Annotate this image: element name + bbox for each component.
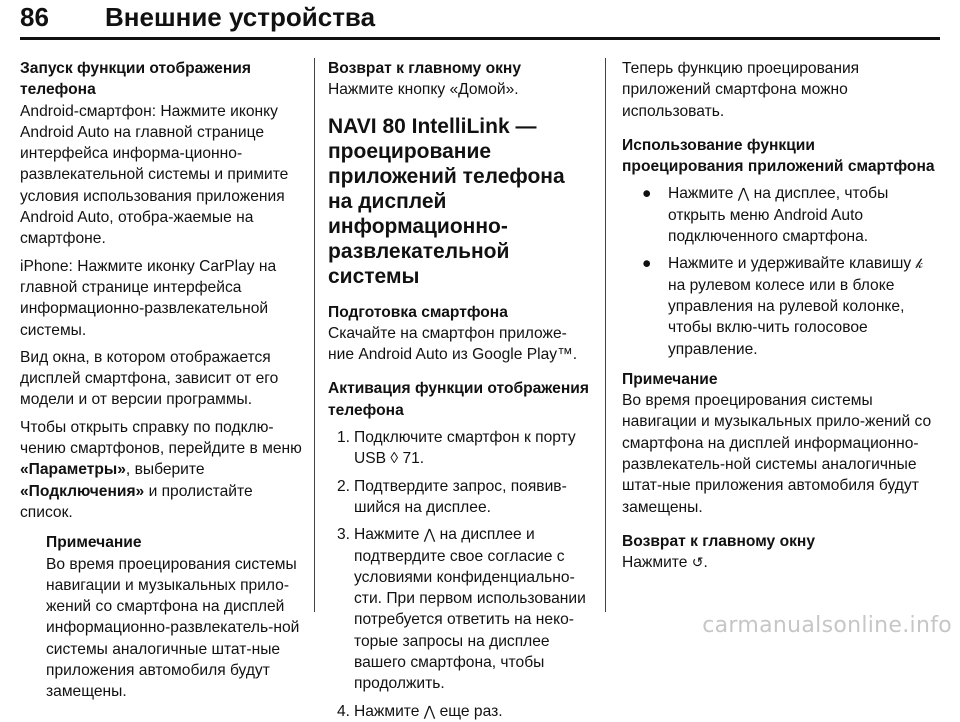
step-text: Подтвердите запрос, появив-шийся на дисплее.	[354, 477, 567, 516]
bullet-icon: ●	[642, 255, 652, 273]
page-title: Внешние устройства	[105, 2, 376, 32]
text: Нажмите	[622, 554, 692, 572]
watermark: carmanualsonline.info	[702, 613, 952, 638]
column-2	[328, 58, 590, 722]
list-item	[328, 524, 590, 694]
text: , выберите	[125, 461, 205, 479]
section-heading: Возврат к главному окну	[622, 532, 815, 550]
up-arrow-icon: ⋀	[737, 185, 750, 202]
step-text: Нажмите	[354, 526, 424, 544]
section-heading: Подготовка смартфона	[328, 303, 508, 321]
paragraph	[622, 552, 940, 573]
list-item	[328, 701, 590, 722]
page-ref: ◊ 71.	[390, 450, 425, 468]
section-heading: Возврат к главному окну	[328, 60, 521, 77]
list-item	[622, 253, 940, 359]
step-text: на дисплее и подтвердите свое согласие с условиями конфиденциально-сти. При первом использовании потребуется ответить на неко-торые запросы на дисплее вашего смартфона, чтобы продолжить.	[354, 526, 586, 693]
text: .	[703, 554, 708, 572]
note-title: Примечание	[622, 370, 718, 388]
paragraph: iPhone: Нажмите иконку CarPlay на главной странице интерфейса информационно-развлекательной системы.	[20, 257, 277, 339]
voice-control-icon: 𝓀	[915, 255, 924, 272]
header-rule	[20, 37, 940, 40]
paragraph: Нажмите кнопку «Домой».	[328, 81, 519, 99]
paragraph: Скачайте на смартфон приложе-ние Android Auto из Google Play™.	[328, 324, 578, 364]
page-number: 86	[20, 2, 49, 32]
section-heading: Активация функции отображения телефона	[328, 380, 589, 419]
column-divider	[605, 58, 606, 612]
up-arrow-icon: ⋀	[423, 702, 436, 719]
step-number: 4.	[336, 702, 350, 720]
step-text: Нажмите	[354, 702, 424, 720]
list-item	[328, 476, 590, 519]
menu-name: «Подключения»	[20, 482, 145, 500]
text: и пролистайте список.	[20, 482, 253, 521]
paragraph: Android-смартфон: Нажмите иконку Android Auto на главной странице интерфейса информа-ционно-развлекательной системы и примите условия использования приложения Android Auto, отобра-жаемые на смартфоне.	[20, 102, 289, 248]
bullet-text: Нажмите	[668, 185, 738, 203]
note-title: Примечание	[46, 534, 142, 552]
bullet-icon: ●	[642, 185, 652, 203]
step-number: 1.	[336, 429, 350, 447]
note	[46, 532, 306, 702]
bullet-text: Нажмите и удерживайте клавишу	[668, 255, 916, 273]
up-arrow-icon: ⋀	[423, 526, 436, 543]
list-item	[622, 183, 940, 247]
step-number: 3.	[336, 526, 350, 544]
section-heading: Запуск функции отображения телефона	[20, 60, 251, 99]
step-text: Подключите смартфон к порту USB	[354, 429, 576, 468]
menu-name: «Параметры»	[20, 461, 126, 479]
step-text: еще раз.	[435, 702, 503, 720]
paragraph	[20, 417, 306, 523]
column-1	[20, 58, 306, 703]
note	[622, 369, 940, 518]
steps-list	[328, 427, 590, 722]
step-number: 2.	[336, 477, 350, 495]
chapter-heading: NAVI 80 IntelliLink — проецирование приложений телефона на дисплей информационно-развлекательной системы	[328, 114, 565, 288]
note-text: Во время проецирования системы навигации и музыкальных прило-жений со смартфона на дисплей информационно-развлекатель-ной системы аналогичные штат-ные приложения автомобиля будут замещены.	[622, 392, 932, 516]
note-text: Во время проецирования системы навигации и музыкальных прило-жений со смартфона на дисплей информационно-развлекатель-ной системы аналогичные штат-ные приложения автомобиля будут замещены.	[46, 555, 300, 701]
column-divider	[314, 58, 315, 612]
page-header	[20, 0, 940, 42]
bullet-text: на рулевом колесе или в блоке управления на рулевой колонке, чтобы вклю-чить голосовое управление.	[668, 276, 905, 358]
text: Чтобы открыть справку по подклю-чению смартфонов, перейдите в меню	[20, 418, 302, 458]
paragraph: Вид окна, в котором отображается дисплей смартфона, зависит от его модели и от версии программы.	[20, 348, 279, 409]
column-3	[622, 58, 940, 574]
paragraph: Теперь функцию проецирования приложений смартфона можно использовать.	[622, 60, 860, 120]
bullet-list	[622, 183, 940, 359]
list-item	[328, 427, 590, 470]
bullet-text: на дисплее, чтобы открыть меню Android Auto подключенного смартфона.	[668, 185, 889, 246]
back-icon: ↺	[691, 554, 704, 571]
section-heading: Использование функции проецирования приложений смартфона	[622, 136, 935, 176]
